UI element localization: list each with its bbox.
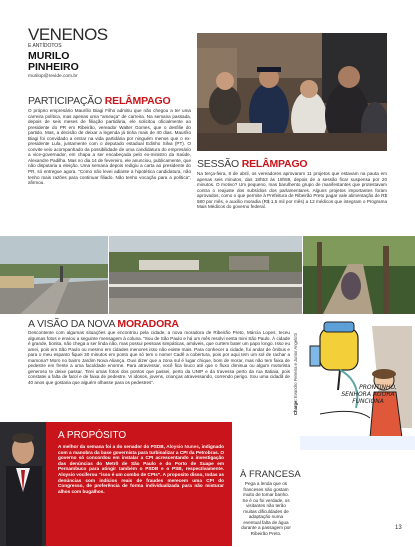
sessao-title	[197, 158, 307, 170]
visao-body: Descontente com algumas situações que encontrou pela cidade, a nova moradora de Ribeirão Preto, Márcia Lopes, teceu algumas fotos e enviou a seguinte mensagem à coluna. “Sou de São Paulo e há um mês resolvi nesta mini São Paulo. À cidade é grande, bonita, não chega a ser linda não, mas possui pessoas simpáticas, amáveis, que curtem bater um papo longo. Isso eu amei, pois em São Paulo ou mesmo em cidades menores isso não existe mais. Para conhecer a cidade, fui andar de ônibus e para o meu espanto fiquei 30 minutos em ponto que só tem o nome! Cadê a cobertura, pois por aqui tem um sol de rachar a mamona? Moro no bairro Jardim Nova Aliança. Ouvi dizer que a zona sul é lugar chique, bom de morar, mas não tem faixa de pedestre em frente a uma faculdade enorme. Para atravessar, você fica louco até que o fluxo diminua ou algum motorista generoso te deixe passar. Tirei umas fotos dos pontos que passei, perto da UNIP e da travessa perto da rua Itatiaia, pois constatei a falta de farol e de faixa de pedestre. Vi idosos, jovens, crianças atravessando, correndo perigo. Sou uma cidadã de 40 anos que gostaria que alguém olhasse para os pedestres”.	[28, 330, 290, 385]
proposito-body-b: , indignado com a manobra da base governista para turbinalizar a CPI da Petrobras. O governo só concordou em instalar a CPI acrescentando a investigação das denúncias do Metrô de São Paulo e do Porto de Suape em Pernambuco para atingir também o PSDB e o PSB, respectivamente. Aloysio vociferou “isso é um combo de CPIs”. A proposito disso, todas as denúncias com indícios reais de fraudes merecem uma CPI do Congresso, de preferência de forma individualizada para não misturar alhos com bugalhos.	[58, 444, 225, 494]
participacao-title-b: RELÂMPAGO	[104, 95, 171, 107]
street-photo-3	[303, 236, 415, 314]
participacao-title	[28, 95, 170, 107]
column-name: VENENOS	[28, 25, 108, 44]
sessao-body: Na terça-feira, 8 de abril, os vereadores aprovaram 11 projetos que estavam na pauta em apenas seis minutos, das 18h53 às 18h59, depois de a sessão ficar suspensa por 20 minutos. O motivo? Um pequeno, mas barulhento grupo de manifestantes que protestavam contra o reajuste dos subsídios dos parlamentares. Alguns projetos importantes foram aprovados, como o que permite à Prefeitura de Ribeirão Preto pagar vale alimentação de R$ 580 por mês, e auxílio moradia (R$ 1,5 mil por mês) a 12 médicos que integram o Programa Mais Médicos do governo federal.	[197, 171, 387, 210]
senator-photo	[0, 422, 46, 546]
proposito-body-a: A melhor da semana foi a do senador do PSDB,	[58, 444, 167, 449]
speech-line-1: PRONTINHO,	[359, 384, 397, 391]
speech-line-3: FUNCIONA	[352, 398, 384, 405]
street-photo-2	[109, 236, 302, 314]
cartoon-speech	[322, 384, 414, 405]
francesa-body: Pega a lenda que os franceses não gostam muito de tomar banho. Se é ou foi verdade, os visitantes não terão muitas dificuldades de adaptação numa eventual falta de água durante a passagem por Ribeirão Preto.	[241, 481, 291, 536]
author-email[interactable]: murilop@revide.com.br	[28, 74, 78, 79]
cartoon-illustration	[300, 318, 415, 450]
proposito-senator-name: Aloysio Nunes	[166, 444, 199, 449]
author-first-name: MURILO	[28, 50, 70, 62]
proposito-title: A PROPÓSITO	[58, 430, 127, 441]
participacao-body: O próprio empresário Maurílio Biagi Filho admitiu que não chegou a ter uma carreira política, mas apenas uma “ameaça” de carreira. Na semana passada, depois de seis meses de filiação partidária, ele solicitou oficialmente ao presidente do PR em Ribeirão, vereador Walter Gomes, que o desfilie do partido. Mas, a decisão de deixar a legenda já tinha mais de 40 dias. Maurílio Biagi foi convidado a entrar na vida partidária por ninguém menos que o ex-presidente Lula, juntamente com o deputado estadual Edinho Silva (PT). O convite veio acompanhado da possibilidade de uma candidatura do empresário a vice-governador, em chapa a ser encabeçada pelo ex-ministro da Saúde, Alexandre Padilha. Mas no dia 14 de fevereiro, ele anunciou, publicamente, que não disputaria a eleição. Uma semana depois redigiu a carta ao presidente do PR, só entregue agora. “Como não levei adiante a hipotética candidatura, não tenho mais razões para continuar filiado. Não tenho vocação para a política”, afirmou.	[28, 108, 191, 186]
participacao-title-a: PARTICIPAÇÃO	[28, 95, 103, 107]
protest-photo	[197, 33, 387, 151]
cartoon-credits	[293, 333, 298, 415]
sessao-title-a: SESSÃO	[197, 158, 239, 170]
column-subtitle: E ANTÍDOTOS	[28, 43, 62, 49]
column-masthead	[28, 26, 188, 80]
visao-title-a: A VISÃO DA NOVA	[28, 318, 115, 330]
visao-title	[28, 318, 179, 330]
page-number: 13	[395, 525, 402, 531]
francesa-title: À FRANCESA	[240, 469, 301, 480]
credits-label: Charge:	[293, 399, 298, 415]
street-photo-1	[0, 236, 108, 314]
proposito-box	[0, 422, 232, 546]
credits-names: Evandro Ferreira e Junior Angelotti	[293, 333, 298, 398]
sessao-title-b: RELÂMPAGO	[241, 158, 308, 170]
author-last-name: PINHEIRO	[28, 61, 79, 73]
proposito-body	[58, 444, 224, 494]
speech-line-2: SENHORA AGORA	[341, 391, 395, 398]
visao-title-b: MORADORA	[117, 318, 179, 330]
